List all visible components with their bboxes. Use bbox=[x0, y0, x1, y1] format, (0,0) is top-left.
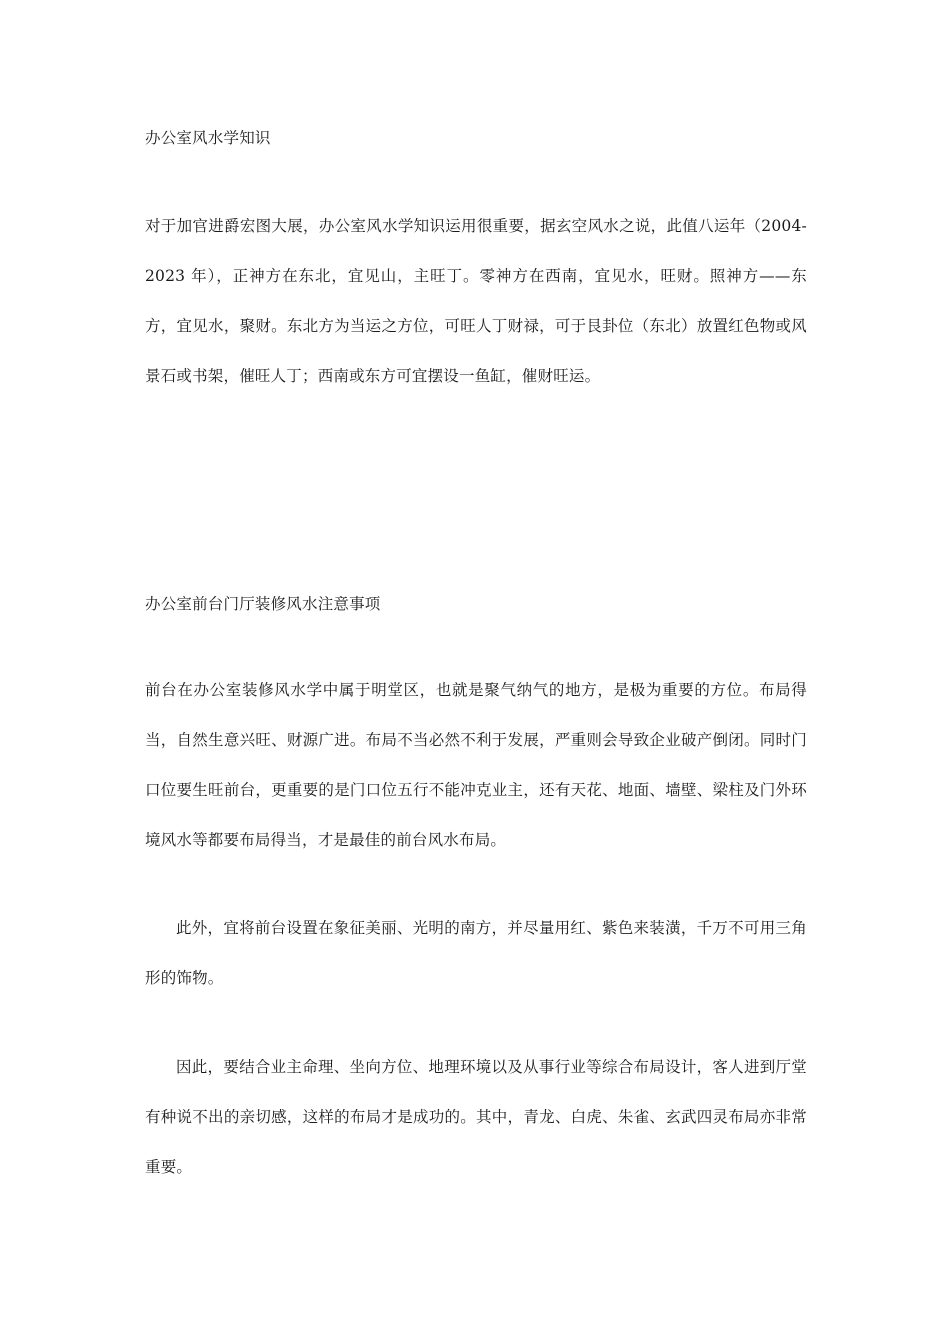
section2-paragraph-3: 因此，要结合业主命理、坐向方位、地理环境以及从事行业等综合布局设计，客人进到厅堂有种说不出的亲切感，这样的布局才是成功的。其中，青龙、白虎、朱雀、玄武四灵布局亦非常重要。 bbox=[145, 1058, 807, 1176]
section1-paragraph: 对于加官进爵宏图大展，办公室风水学知识运用很重要，据玄空风水之说，此值八运年（2004-2023 年），正神方在东北，宜见山，主旺丁。零神方在西南，宜见水，旺财。照神方——东方，宜见水，聚财。东北方为当运之方位，可旺人丁财禄，可于艮卦位（东北）放置红色物或风景石或书架，催旺人丁；西南或东方可宜摆设一鱼缸，催财旺运。 bbox=[145, 217, 807, 385]
section2-paragraph-2: 此外，宜将前台设置在象征美丽、光明的南方，并尽量用红、紫色来装潢，千万不可用三角形的饰物。 bbox=[145, 919, 807, 987]
section1-title: 办公室风水学知识 bbox=[145, 129, 271, 147]
section2-title: 办公室前台门厅装修风水注意事项 bbox=[145, 595, 381, 613]
section2-paragraph-1: 前台在办公室装修风水学中属于明堂区，也就是聚气纳气的地方，是极为重要的方位。布局得当，自然生意兴旺、财源广进。布局不当必然不利于发展，严重则会导致企业破产倒闭。同时门口位要生旺前台，更重要的是门口位五行不能冲克业主，还有天花、地面、墙壁、梁柱及门外环境风水等都要布局得当，才是最佳的前台风水布局。 bbox=[145, 681, 807, 849]
